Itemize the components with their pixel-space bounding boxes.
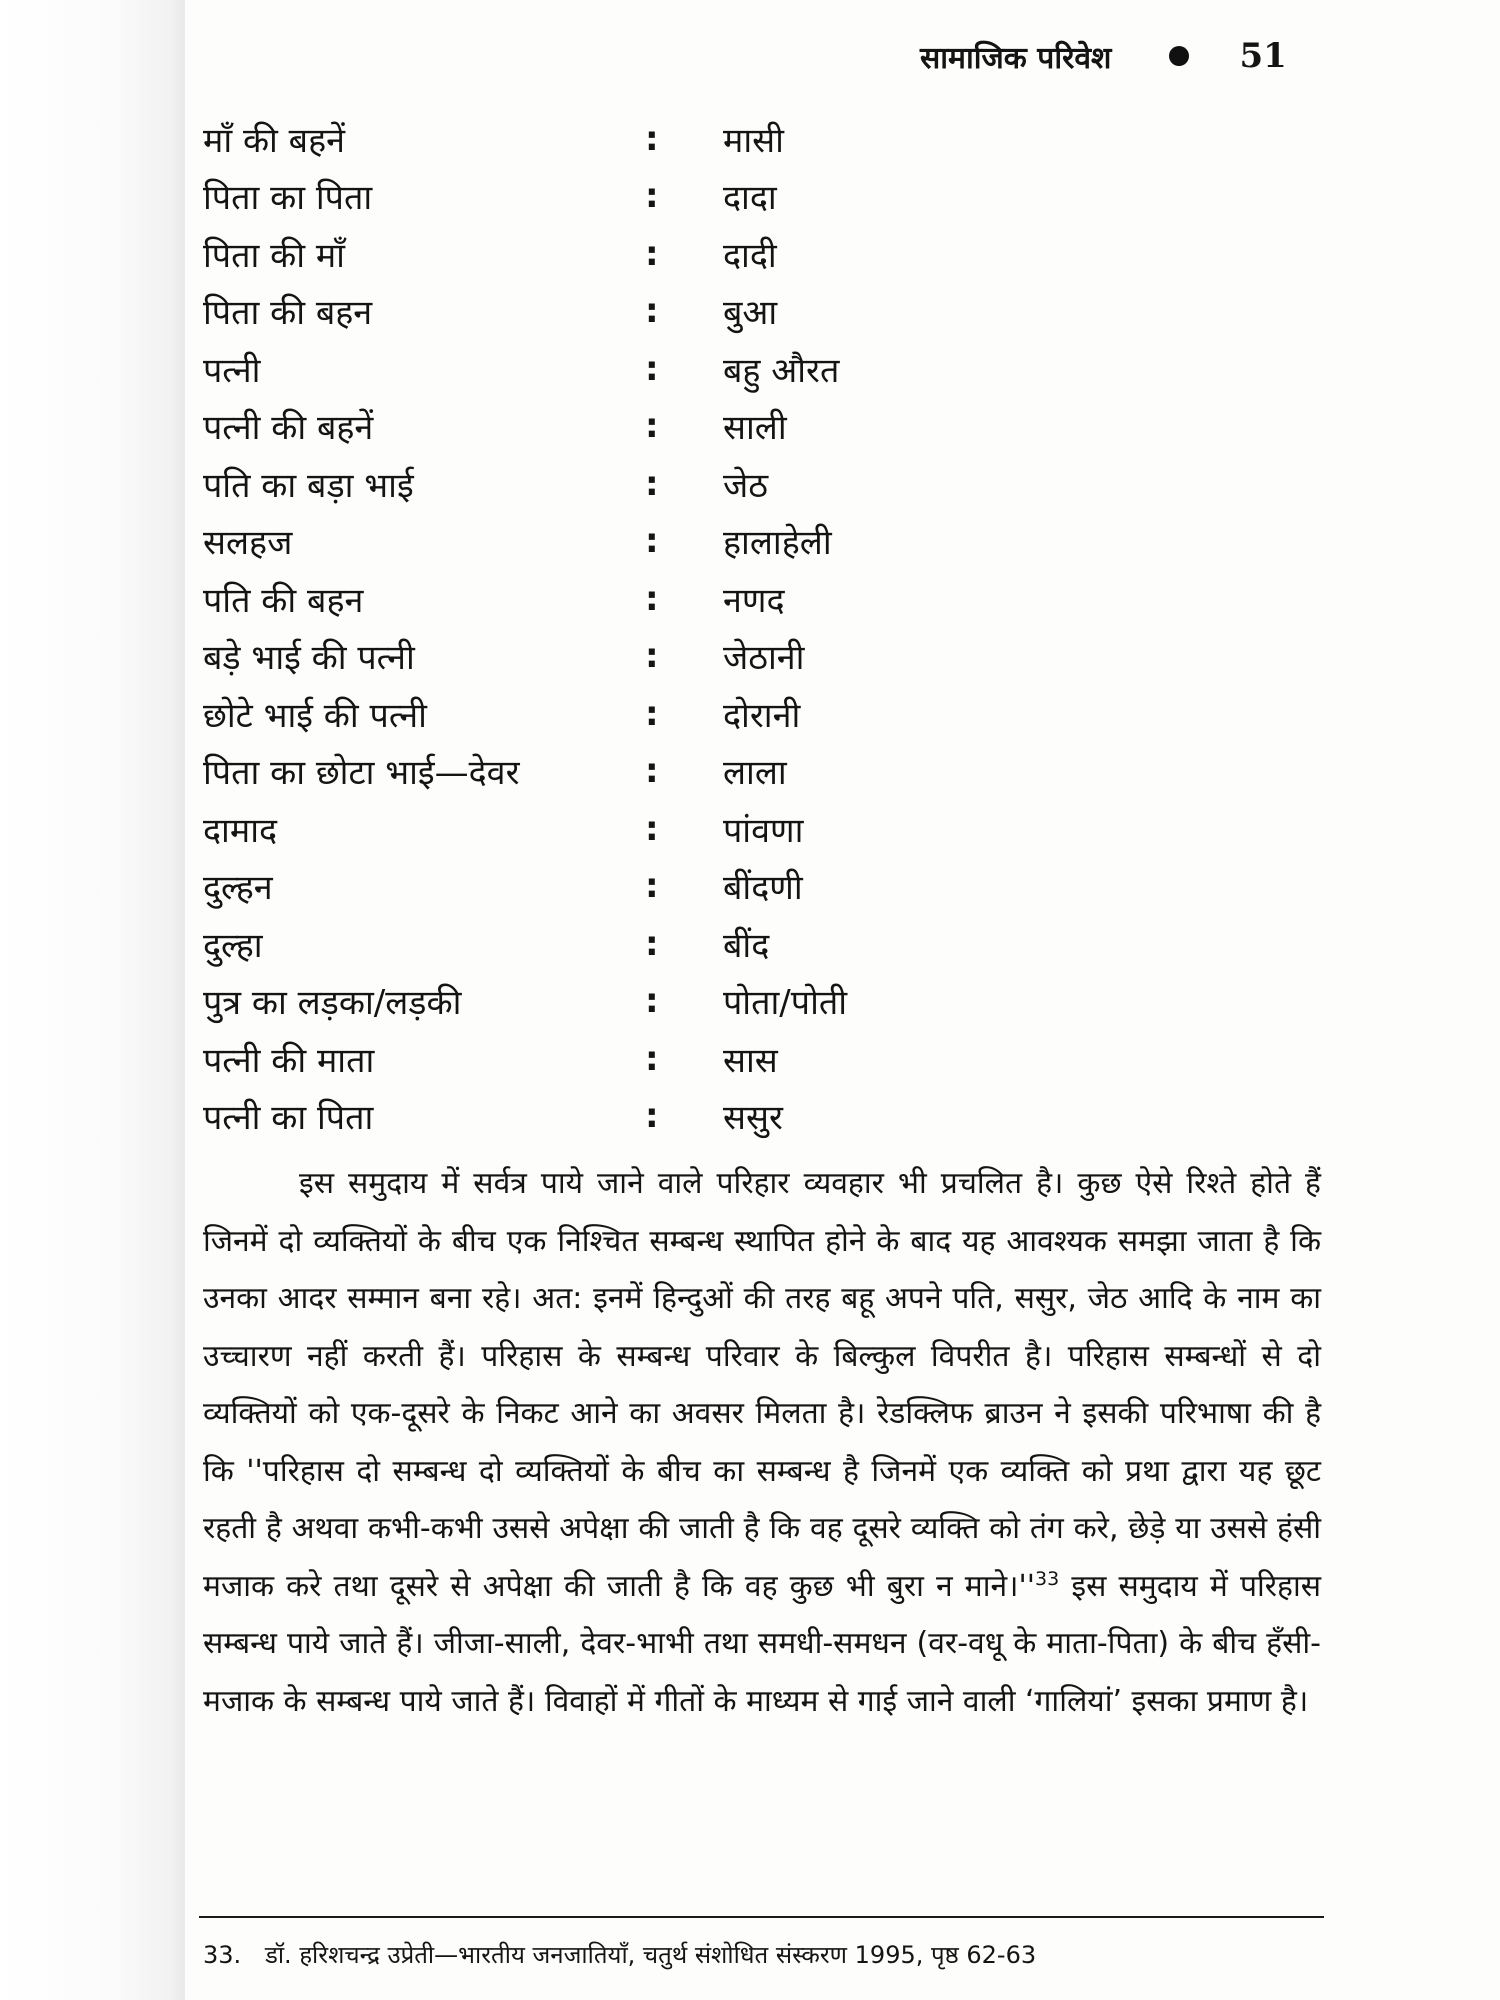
kinship-local-term: हालाहेली <box>723 523 832 564</box>
kinship-relation: पिता की माँ <box>203 235 345 276</box>
kinship-row <box>203 973 1303 1031</box>
kinship-local-term: जेठ <box>723 465 768 506</box>
footnote-divider <box>199 1916 1324 1918</box>
kinship-local-term: दोरानी <box>723 695 801 736</box>
kinship-relation: दुल्हा <box>203 925 263 966</box>
kinship-local-term: ससुर <box>723 1098 783 1139</box>
kinship-relation: पुत्र का लड़का/लड़की <box>203 983 462 1024</box>
kinship-local-term: पोता/पोती <box>723 983 848 1024</box>
kinship-row <box>203 398 1303 456</box>
kinship-local-term: दादा <box>723 178 777 219</box>
kinship-local-term: नणद <box>723 580 785 621</box>
footnote-reference: 33 <box>1035 1567 1060 1590</box>
kinship-separator: : <box>645 981 659 1022</box>
kinship-relation: माँ की बहनें <box>203 120 346 161</box>
kinship-row <box>203 685 1303 743</box>
kinship-local-term: मासी <box>723 120 784 161</box>
kinship-relation: पति की बहन <box>203 580 364 621</box>
kinship-row <box>203 628 1303 686</box>
kinship-local-term: सास <box>723 1040 778 1081</box>
kinship-row <box>203 110 1303 168</box>
kinship-separator: : <box>645 406 659 447</box>
kinship-local-term: पांवणा <box>723 810 804 851</box>
kinship-relation: पत्नी की बहनें <box>203 408 374 449</box>
kinship-row <box>203 283 1303 341</box>
kinship-separator: : <box>645 866 659 907</box>
kinship-separator: : <box>645 521 659 562</box>
kinship-separator: : <box>645 636 659 677</box>
kinship-relation: बड़े भाई की पत्नी <box>203 638 415 679</box>
kinship-row <box>203 455 1303 513</box>
paragraph-text-continued: इस समुदाय में परिहास सम्बन्ध पाये जाते हैं। जीजा-साली, देवर-भाभी तथा समधी-समधन (वर-वधू के माता-पिता) के बीच हँसी-मजाक के सम्बन्ध पाये जाते हैं। विवाहों में गीतों के माध्यम से गाई जाने वाली ‘गालियां’ इसका प्रमाण है। <box>203 1568 1322 1719</box>
kinship-relation: पत्नी <box>203 350 261 391</box>
kinship-local-term: बींदणी <box>723 868 803 909</box>
page-number: 51 <box>1239 36 1287 76</box>
kinship-separator: : <box>645 1038 659 1079</box>
kinship-local-term: जेठानी <box>723 638 805 679</box>
kinship-row <box>203 858 1303 916</box>
kinship-relation: सलहज <box>203 523 293 564</box>
kinship-separator: : <box>645 1096 659 1137</box>
kinship-local-term: लाला <box>723 753 787 794</box>
kinship-relation: पत्नी की माता <box>203 1040 375 1081</box>
kinship-row <box>203 915 1303 973</box>
kinship-relation: दामाद <box>203 810 278 851</box>
kinship-relation: पिता की बहन <box>203 293 373 334</box>
kinship-separator: : <box>645 578 659 619</box>
kinship-local-term: बींद <box>723 925 770 966</box>
running-header <box>920 28 1500 84</box>
kinship-row <box>203 168 1303 226</box>
kinship-relation: पति का बड़ा भाई <box>203 465 414 506</box>
kinship-separator: : <box>645 463 659 504</box>
kinship-relation: छोटे भाई की पत्नी <box>203 695 427 736</box>
kinship-local-term: दादी <box>723 235 777 276</box>
body-paragraph <box>203 1155 1321 1730</box>
kinship-separator: : <box>645 923 659 964</box>
kinship-row <box>203 1030 1303 1088</box>
kinship-separator: : <box>645 176 659 217</box>
kinship-separator: : <box>645 808 659 849</box>
kinship-row <box>203 570 1303 628</box>
paragraph-text: इस समुदाय में सर्वत्र पाये जाने वाले परिहार व्यवहार भी प्रचलित है। कुछ ऐसे रिश्ते होते हैं जिनमें दो व्यक्तियों के बीच एक निश्चित सम्बन्ध स्थापित होने के बाद यह आवश्यक समझा जाता है कि उनका आदर सम्मान बना रहे। अत: इनमें हिन्दुओं की तरह बहू अपने पति, ससुर, जेठ आदि के नाम का उच्चारण नहीं करती हैं। परिहास के सम्बन्ध परिवार के बिल्कुल विपरीत है। परिहास सम्बन्धों से दो व्यक्तियों को एक-दूसरे के निकट आने का अवसर मिलता है। रेडक्लिफ ब्राउन ने इसकी परिभाषा की है कि ''परिहास दो सम्बन्ध दो व्यक्तियों के बीच का सम्बन्ध है जिनमें एक व्यक्ति को प्रथा द्वारा यह छूट रहती है अथवा कभी-कभी उससे अपेक्षा की जाती है कि वह दूसरे व्यक्ति को तंग करे, छेड़े या उससे हंसी मजाक करे तथा दूसरे से अपेक्षा की जाती है कि वह कुछ भी बुरा न माने।'' <box>203 1166 1321 1604</box>
kinship-relation: पत्नी का पिता <box>203 1098 374 1139</box>
footnote-text: डॉ. हरिशचन्द्र उप्रेती—भारतीय जनजातियाँ, चतुर्थ संशोधित संस्करण 1995, पृष्ठ 62-63 <box>265 1941 1037 1969</box>
kinship-row <box>203 225 1303 283</box>
kinship-separator: : <box>645 693 659 734</box>
kinship-row <box>203 800 1303 858</box>
footnote-number: 33. <box>203 1941 242 1969</box>
kinship-separator: : <box>645 118 659 159</box>
footnote <box>203 1938 1328 1971</box>
kinship-local-term: साली <box>723 408 787 449</box>
book-page <box>185 0 1500 2000</box>
kinship-local-term: बहु औरत <box>723 350 840 391</box>
kinship-separator: : <box>645 751 659 792</box>
kinship-row <box>203 340 1303 398</box>
kinship-row <box>203 513 1303 571</box>
bullet-icon <box>1169 46 1189 66</box>
kinship-relation: पिता का छोटा भाई—देवर <box>203 753 520 794</box>
kinship-separator: : <box>645 233 659 274</box>
kinship-row <box>203 743 1303 801</box>
kinship-terms-list <box>203 110 1303 1145</box>
kinship-row <box>203 1088 1303 1146</box>
kinship-separator: : <box>645 348 659 389</box>
kinship-local-term: बुआ <box>723 293 778 334</box>
page-gutter-shadow <box>0 0 185 2000</box>
chapter-title: सामाजिक परिवेश <box>920 40 1112 76</box>
kinship-separator: : <box>645 291 659 332</box>
kinship-relation: पिता का पिता <box>203 178 373 219</box>
kinship-relation: दुल्हन <box>203 868 273 909</box>
